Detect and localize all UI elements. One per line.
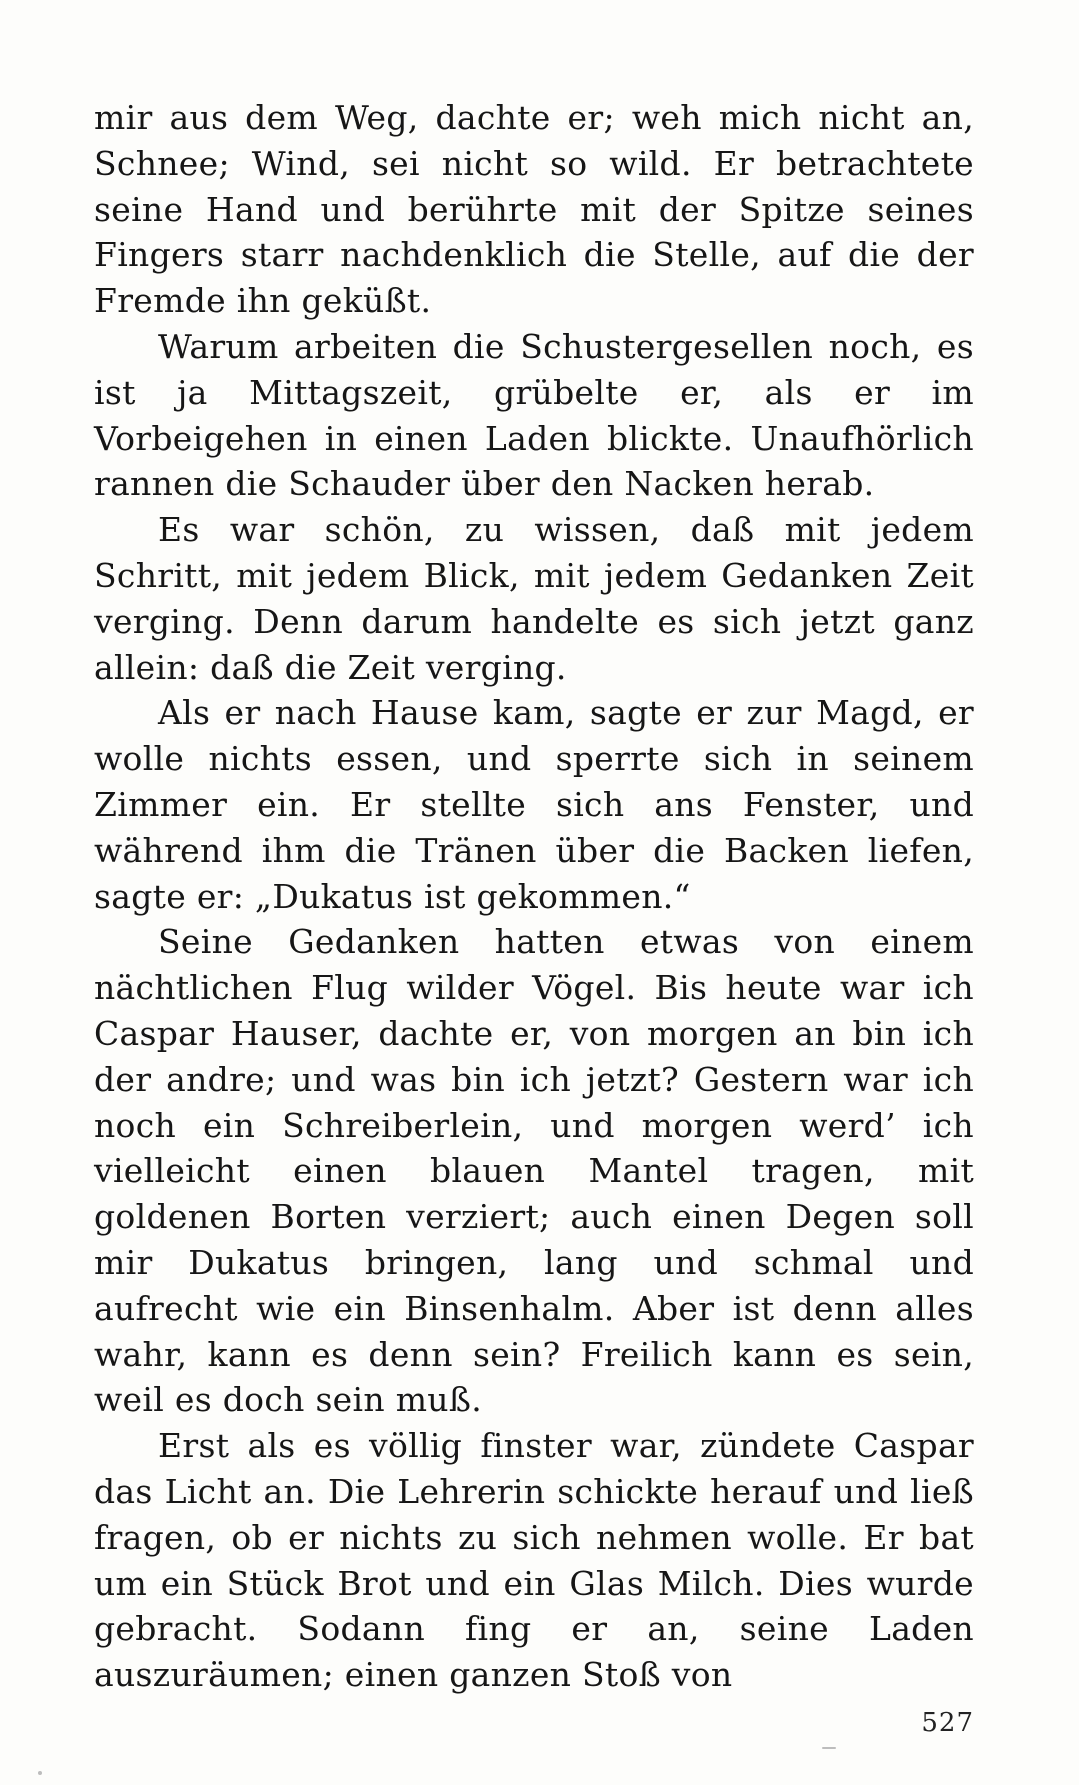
print-smudge (38, 1771, 42, 1775)
paragraph-2: Warum arbeiten die Schustergesellen noch, es ist ja Mittagszeit, grübelte er, als er im Vorbeigehen in einen Laden blickte. Unaufhörlich rannen die Schauder über den Nacken herab. (94, 326, 974, 504)
paragraph-4: Als er nach Hause kam, sagte er zur Magd, er wolle nichts essen, und sperrte sich in seinem Zimmer ein. Er stellte sich ans Fenster, und während ihm die Tränen über die Backen liefen, sagte er: „Dukatus ist gekommen.“ (94, 693, 974, 916)
paragraph-6: Erst als es völlig finster war, zündete Caspar das Licht an. Die Lehrerin schickte herauf und ließ fragen, ob er nichts zu sich nehmen wolle. Er bat um ein Stück Brot und ein Glas Milch. Dies wurde gebracht. Sodann fing er an, seine Laden auszuräumen; einen ganzen Stoß von (94, 1426, 974, 1695)
paragraph-3: Es war schön, zu wissen, daß mit jedem Schritt, mit jedem Blick, mit jedem Gedanken Zeit verging. Denn darum handelte es sich jetzt ganz allein: daß die Zeit verging. (94, 510, 974, 687)
paragraph-5: Seine Gedanken hatten etwas von einem nächtlichen Flug wilder Vögel. Bis heute war ich Caspar Hauser, dachte er, von morgen an bin ich der andre; und was bin ich jetzt? Gestern war ich noch ein Schreiberlein, und morgen werd’ ich vielleicht einen blauen Mantel tragen, mit goldenen Borten verziert; auch einen Degen soll mir Dukatus bringen, lang und schmal und aufrecht wie ein Binsenhalm. Aber ist denn alles wahr, kann es denn sein? Freilich kann es sein, weil es doch sein muß. (94, 922, 974, 1420)
page-number: 527 (921, 1708, 974, 1738)
print-smudge (822, 1747, 836, 1749)
body-text (94, 95, 974, 1698)
paragraph-1: mir aus dem Weg, dachte er; weh mich nicht an, Schnee; Wind, sei nicht so wild. Er betrachtete seine Hand und berührte mit der Spitze seines Fingers starr nachdenklich die Stelle, auf die der Fremde ihn geküßt. (94, 98, 974, 321)
